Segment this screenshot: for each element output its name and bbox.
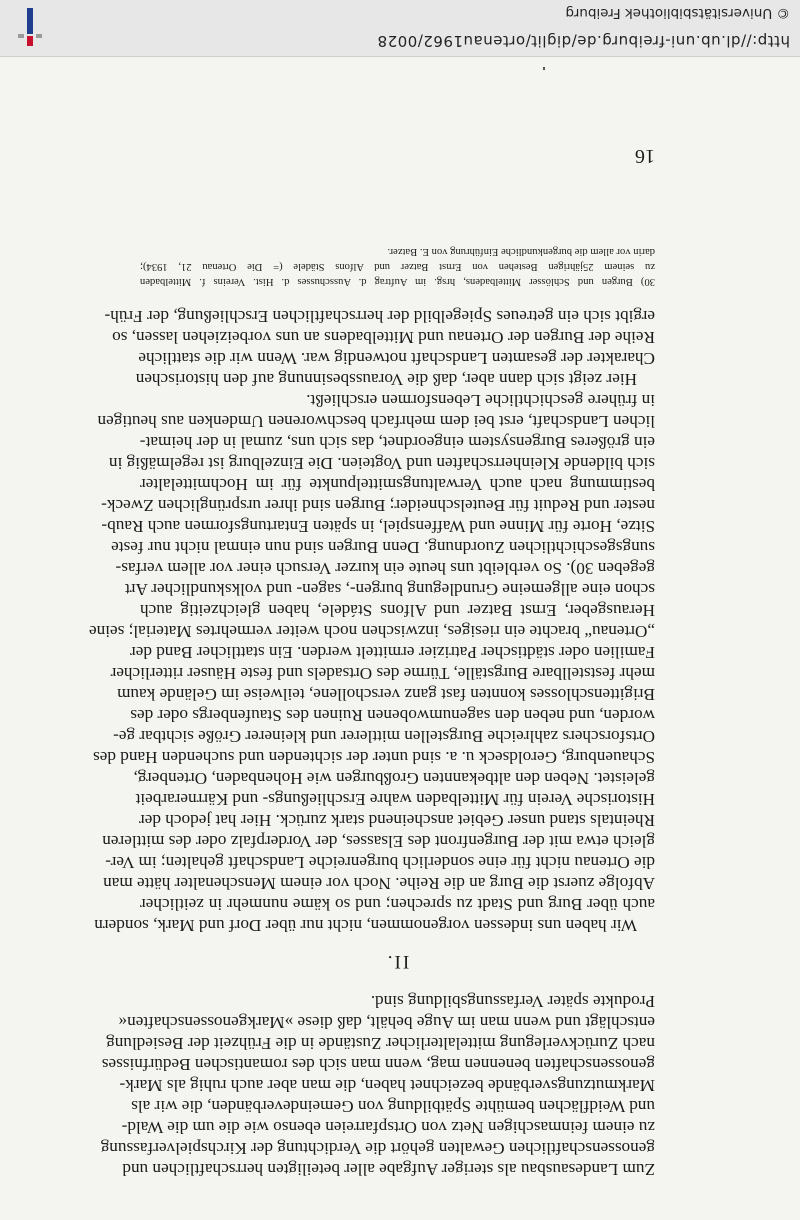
- section-line: Abfolge zuerst die Burg an die Reihe. Noch vor einem Menschenalter hätte man: [103, 874, 655, 893]
- intro-line: nach Zurückverlegung mittelalterlicher Zustände in die Frühzeit der Besiedlung: [106, 1034, 655, 1053]
- scan-speck: [543, 67, 545, 70]
- section-line: die Ortenau nicht für eine sonderlich burgenreiche Landschaft gehalten; im Ver-: [105, 853, 655, 872]
- section-line: auch über Burg und Stadt zu sprechen; und so käme nunmehr in zeitlicher: [140, 895, 655, 914]
- section-line: Rheintals stand unser Gebiet anscheinend stark zurück. Hier hat jedoch der: [139, 811, 655, 830]
- footnote-line: darin vor allem die burgenkundliche Einführung von E. Batzer.: [387, 246, 655, 257]
- intro-line: entschlägt und wenn man im Auge behält, daß diese »Markgenossenschaften«: [118, 1013, 655, 1032]
- intro-line: genossenschaftlichen Gewalten gehört die Verdichtung der Kirchspielverfassung: [100, 1139, 655, 1158]
- section-line: gegeben 30). So verbleibt uns heute ein kurzer Versuch einer vor allem verfas-: [115, 559, 655, 578]
- footnote-line: zu seinem 25jährigen Bestehen von Ernst Batzer und Alfons Städele (= Die Ortenau 21, 1934);: [140, 261, 655, 272]
- final-line: ergibt sich ein getreues Spiegelbild der herrschaftlichen Erschließung, der Früh-: [104, 307, 655, 326]
- section-line: ein größeres Burgensystem eingeordnet, das sich uns, zumal in der heimat-: [139, 433, 655, 452]
- section-heading: II.: [385, 951, 410, 972]
- section-line: nester und Reduit für Beutelschneider; Burgen sind ihrer ursprünglichen Zweck-: [101, 496, 655, 515]
- section-line: mehr feststellbare Burgställe, Türme des Ortsadels und feste Häuser ritterlicher: [110, 664, 655, 683]
- section-line: sungsgeschichtlichen Zuordnung. Denn Burgen sind nun einmal nicht nur feste: [111, 538, 655, 557]
- section-line: bestimmung nach auch Verwaltungsmittelpunkte für im Hochmittelalter: [140, 475, 655, 494]
- section-line: Familien oder städtischer Patrizier ermittelt werden. Ein stattlicher Band der: [130, 643, 655, 662]
- section-line: gleich etwa mit der Burgenfront des Elsasses, der Vorderpfalz oder des mittleren: [102, 832, 655, 851]
- section-line: in frühere geschichtliche Lebensformen erschließt.: [306, 391, 655, 410]
- intro-line: genossenschaften benennen mag, wenn man sich des romantischen Bedürfnisses: [101, 1055, 655, 1074]
- intro-line: Produkte später Verfassungsbildung sind.: [370, 992, 655, 1011]
- section-line: Wir haben uns indessen vorgenommen, nicht nur über Dorf und Mark, sondern: [94, 916, 637, 935]
- section-line: „Ortenau“ brachte ein riesiges, inzwischen noch weiter vermehrtes Material; seine: [89, 622, 655, 641]
- copyright-notice: © Universitätsbibliothek Freiburg: [565, 5, 790, 21]
- final-line: Hier zeigt sich dann aber, daß die Voraussbesinnung auf den historischen: [135, 370, 637, 389]
- section-line: Sitze, Horte für Minne und Waffenspiel, in späten Entartungsformen auch Raub-: [101, 517, 655, 536]
- intro-line: zu einem feinmaschigen Netz von Ortspfarreien ebenso wie die um die Wald-: [121, 1118, 655, 1137]
- section-line: lichen Landschaft, erst bei dem mehrfach beschworenen Umdenken aus heutigen: [97, 412, 655, 431]
- section-line: Herausgeber, Ernst Batzer und Alfons Stádele, haben gleichzeitig auch: [140, 601, 655, 620]
- final-line: Charakter der gesamten Landschaft notwendig war. Wenn wir die stattliche: [138, 349, 655, 368]
- intro-line: Markmutzungsverbände bezeichnet haben, die man aber auch ruhig als Mark-: [119, 1076, 655, 1095]
- section-line: worden, und neben den sagenumwobenen Ruinen des Staufenbergs oder des: [130, 706, 655, 725]
- footnote-line: 30) Burgen und Schlösser Mittelbadens, hrsg. im Auftrag d. Ausschusses d. Hist. Vereins f. Mittelbaden: [140, 276, 655, 287]
- permalink-url[interactable]: http://dl.ub.uni-freiburg.de/diglit/ortenau1962/0028: [377, 32, 790, 50]
- section-line: Ortsforschers zahlreiche Burgstellen mittlerer und kleinerer Größe sichtbar ge-: [113, 727, 655, 746]
- section-line: sich bildende Kleinherrschaften und Vogteien. Die Einzelburg ist regelmäßig in: [108, 454, 655, 473]
- page-number: 16: [635, 145, 655, 167]
- intro-line: und Weidflächen bemühte Spätbildung von Gemeindeverbänden, die wir als: [131, 1097, 655, 1116]
- intro-line: Zum Landesausbau als steriger Aufgabe aller beteiligten herrschaftlichen und: [122, 1160, 655, 1179]
- section-line: Historische Verein für Mittelbaden wahre Erschließungs- und Kärrnerarbeit: [135, 790, 655, 809]
- section-line: schon eine allgemeine Grundlegung burgen-, sagen- und volkskundlicher Art: [125, 580, 655, 599]
- final-line: Reihe der Burgen der Ortenau und Mittelbadens an uns vorbeiziehen lassen, so: [112, 328, 655, 347]
- section-line: Schauenburg, Geroldseck u. a. sind unter der sichtenden und suchenden Hand des: [93, 748, 655, 767]
- ub-freiburg-logo-icon: [12, 6, 48, 48]
- section-line: Brigittenschlosses konnten fast ganz verschollene, teilweise im Gelände kaum: [117, 685, 655, 704]
- section-line: geleistet. Neben den altbekannten Großburgen wie Hohenbaden, Ortenberg,: [133, 769, 655, 788]
